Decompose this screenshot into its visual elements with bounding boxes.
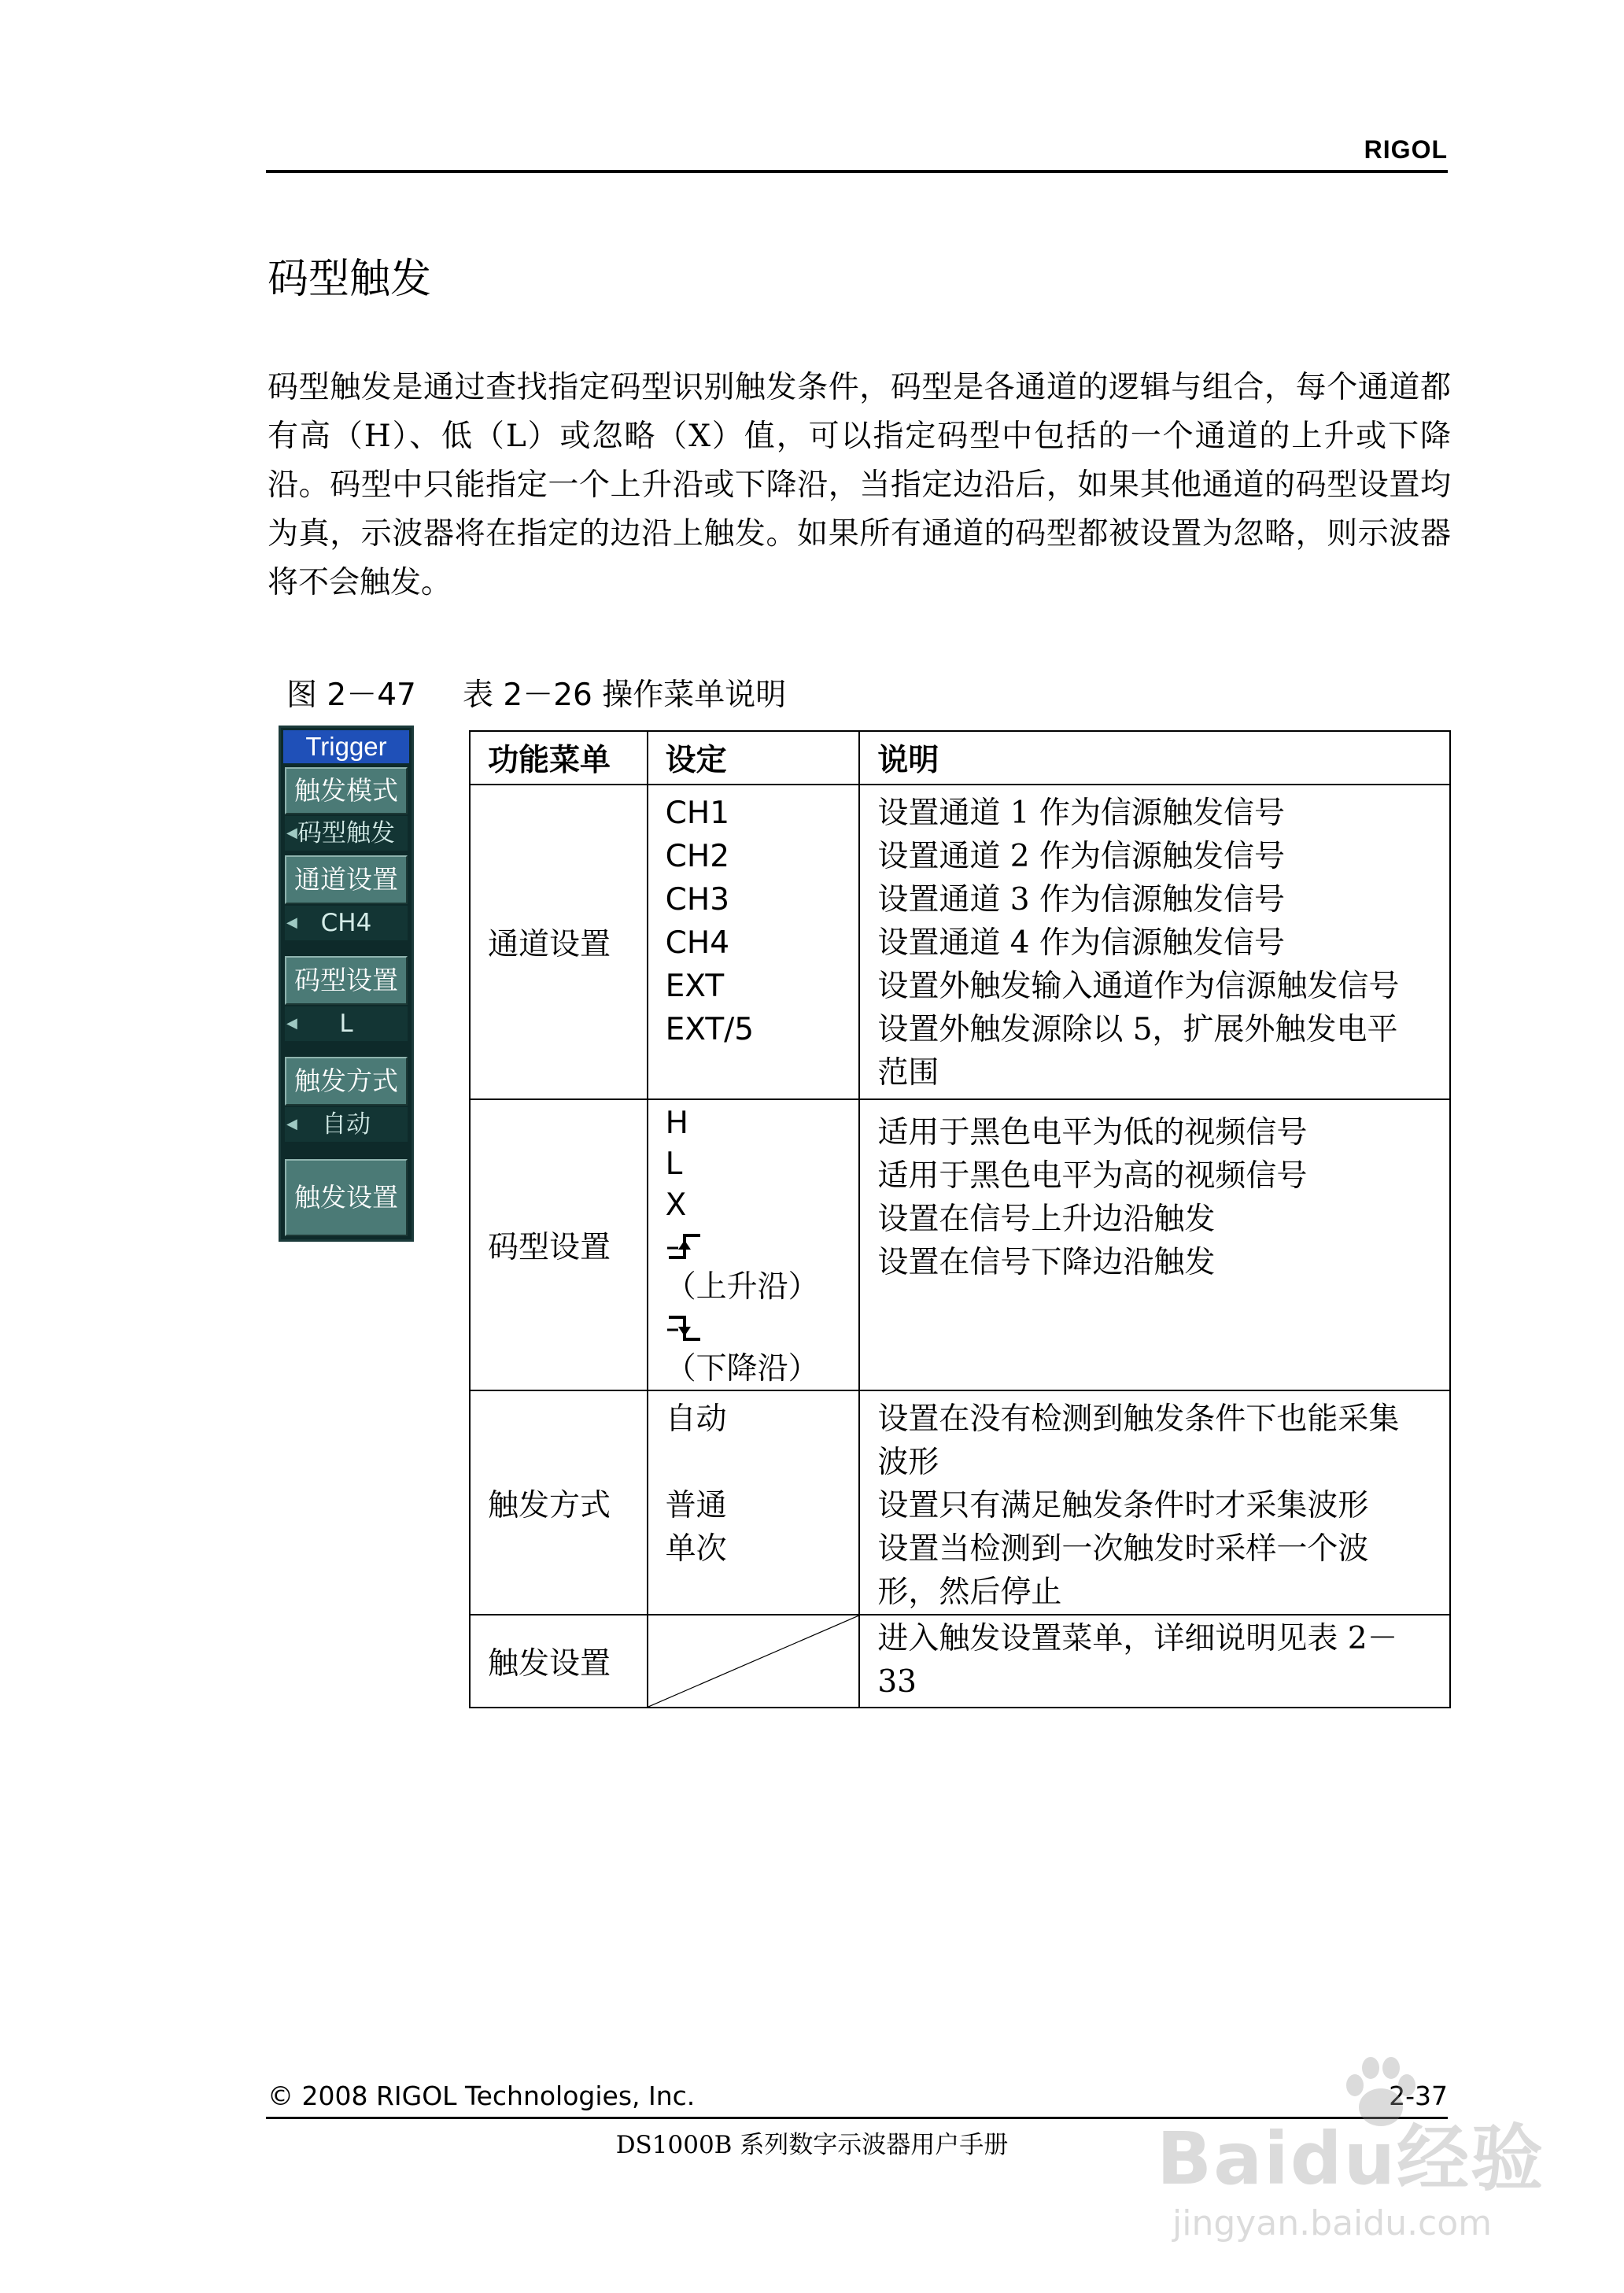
left-arrow-icon: ◀	[286, 1015, 297, 1032]
menu-item-trigger-setup[interactable]: 触发设置	[285, 1159, 408, 1236]
row-menu: 触发设置	[470, 1615, 648, 1708]
menu-value-sweep: ◀ 自动	[285, 1107, 408, 1142]
menu-value-trigger-mode: ◀ 码型触发	[285, 816, 408, 851]
row-menu: 码型设置	[470, 1099, 648, 1390]
row-settings	[648, 1099, 860, 1390]
setting-value: CH1	[665, 796, 730, 831]
footer-copyright: © 2008 RIGOL Technologies, Inc.	[268, 2081, 696, 2111]
row-menu: 通道设置	[470, 785, 648, 1099]
row-descriptions	[859, 1615, 1450, 1708]
left-arrow-icon: ◀	[286, 914, 297, 931]
description-line: 设置通道 3 作为信源触发信号	[877, 882, 1285, 918]
setting-value: 自动	[665, 1401, 727, 1437]
setting-value: L	[665, 1146, 683, 1182]
left-arrow-icon: ◀	[286, 1116, 297, 1132]
table-row	[470, 1615, 1450, 1708]
row-descriptions	[859, 1390, 1450, 1615]
diagonal-slash-icon	[648, 1615, 859, 1707]
header-rule	[266, 170, 1448, 173]
baidu-watermark	[1157, 2054, 1550, 2258]
page-title: 码型触发	[268, 256, 432, 303]
description-line: 设置在没有检测到触发条件下也能采集	[877, 1401, 1400, 1437]
description-line: 设置当检测到一次触发时采样一个波	[877, 1531, 1369, 1567]
table-caption: 表 2－26 操作菜单说明	[463, 678, 787, 713]
menu-item-pattern-setting[interactable]: 码型设置	[285, 956, 408, 1005]
setting-value: X	[665, 1187, 687, 1223]
table-row	[470, 1390, 1450, 1615]
menu-value-channel-setting: ◀ CH4	[285, 906, 408, 940]
description-line: 范围	[877, 1055, 939, 1091]
description-line: 设置只有满足触发条件时才采集波形	[877, 1488, 1369, 1523]
description-line: 33	[877, 1664, 917, 1700]
description-line: 设置外触发输入通道作为信源触发信号	[877, 969, 1400, 1004]
setting-falling-edge: （下降沿）	[666, 1308, 859, 1390]
setting-value: 普通	[665, 1488, 727, 1523]
rising-edge-icon	[666, 1231, 710, 1265]
row-descriptions	[859, 1099, 1450, 1390]
falling-edge-icon	[666, 1313, 710, 1347]
menu-item-trigger-mode[interactable]: 触发模式	[285, 767, 408, 814]
row-menu: 触发方式	[470, 1390, 648, 1615]
menu-item-channel-setting[interactable]: 通道设置	[285, 855, 408, 904]
description-line: 形，然后停止	[877, 1575, 1062, 1610]
header-brand: RIGOL	[1364, 135, 1448, 164]
watermark-url: jingyan.baidu.com	[1172, 2203, 1493, 2243]
description-line: 设置外触发源除以 5，扩展外触发电平	[877, 1012, 1398, 1047]
setting-value: H	[665, 1106, 688, 1141]
row-settings	[648, 1390, 860, 1615]
intro-paragraph: 码型触发是通过查找指定码型识别触发条件，码型是各通道的逻辑与组合，每个通道都有高（H）、低（L）或忽略（X）值，可以指定码型中包括的一个通道的上升或下降沿。码型中只能指定一个上升沿或下降沿，当指定边沿后，如果其他通道的码型设置均为真，示波器将在指定的边沿上触发。如果所有通道的码型都被设置为忽略，则示波器将不会触发。	[268, 370, 1451, 600]
description-line: 设置通道 2 作为信源触发信号	[877, 839, 1285, 874]
menu-value-pattern-setting: ◀ L	[285, 1006, 408, 1041]
footer-page-number: 2-37	[1389, 2081, 1448, 2111]
row-settings-empty	[648, 1615, 860, 1708]
setting-value: CH2	[665, 839, 730, 874]
table-header: 说明	[859, 731, 1450, 785]
table-row	[470, 785, 1450, 1099]
description-line: 进入触发设置菜单，详细说明见表 2－	[877, 1621, 1398, 1656]
description-line: 波形	[877, 1445, 939, 1480]
setting-value: EXT	[665, 969, 725, 1004]
footer-manual-title: DS1000B 系列数字示波器用户手册	[615, 2131, 1009, 2159]
description-line: 适用于黑色电平为高的视频信号	[877, 1158, 1308, 1194]
setting-value: 单次	[665, 1531, 727, 1567]
menu-item-sweep[interactable]: 触发方式	[285, 1057, 408, 1106]
description-line: 设置通道 4 作为信源触发信号	[877, 925, 1285, 961]
table-header: 设定	[648, 731, 860, 785]
figure-caption: 图 2－47	[286, 678, 416, 713]
operations-table	[469, 730, 1451, 1708]
description-line: 设置通道 1 作为信源触发信号	[877, 796, 1285, 831]
setting-value: CH4	[665, 925, 730, 961]
table-header: 功能菜单	[470, 731, 648, 785]
setting-value	[666, 1441, 859, 1484]
setting-value: CH3	[665, 882, 730, 918]
description-line: 设置在信号上升边沿触发	[877, 1202, 1216, 1237]
menu-title: Trigger	[283, 730, 409, 763]
watermark-brand: Baidu经验	[1157, 2117, 1545, 2201]
description-line: 适用于黑色电平为低的视频信号	[877, 1115, 1308, 1150]
row-descriptions	[859, 785, 1450, 1099]
setting-value: EXT/5	[665, 1012, 755, 1047]
table-header-row	[470, 731, 1450, 785]
row-settings	[648, 785, 860, 1099]
trigger-menu	[279, 726, 414, 1242]
setting-rising-edge: （上升沿）	[666, 1226, 859, 1308]
description-line: 设置在信号下降边沿触发	[877, 1245, 1216, 1280]
table-row	[470, 1099, 1450, 1390]
left-arrow-icon: ◀	[286, 825, 297, 841]
